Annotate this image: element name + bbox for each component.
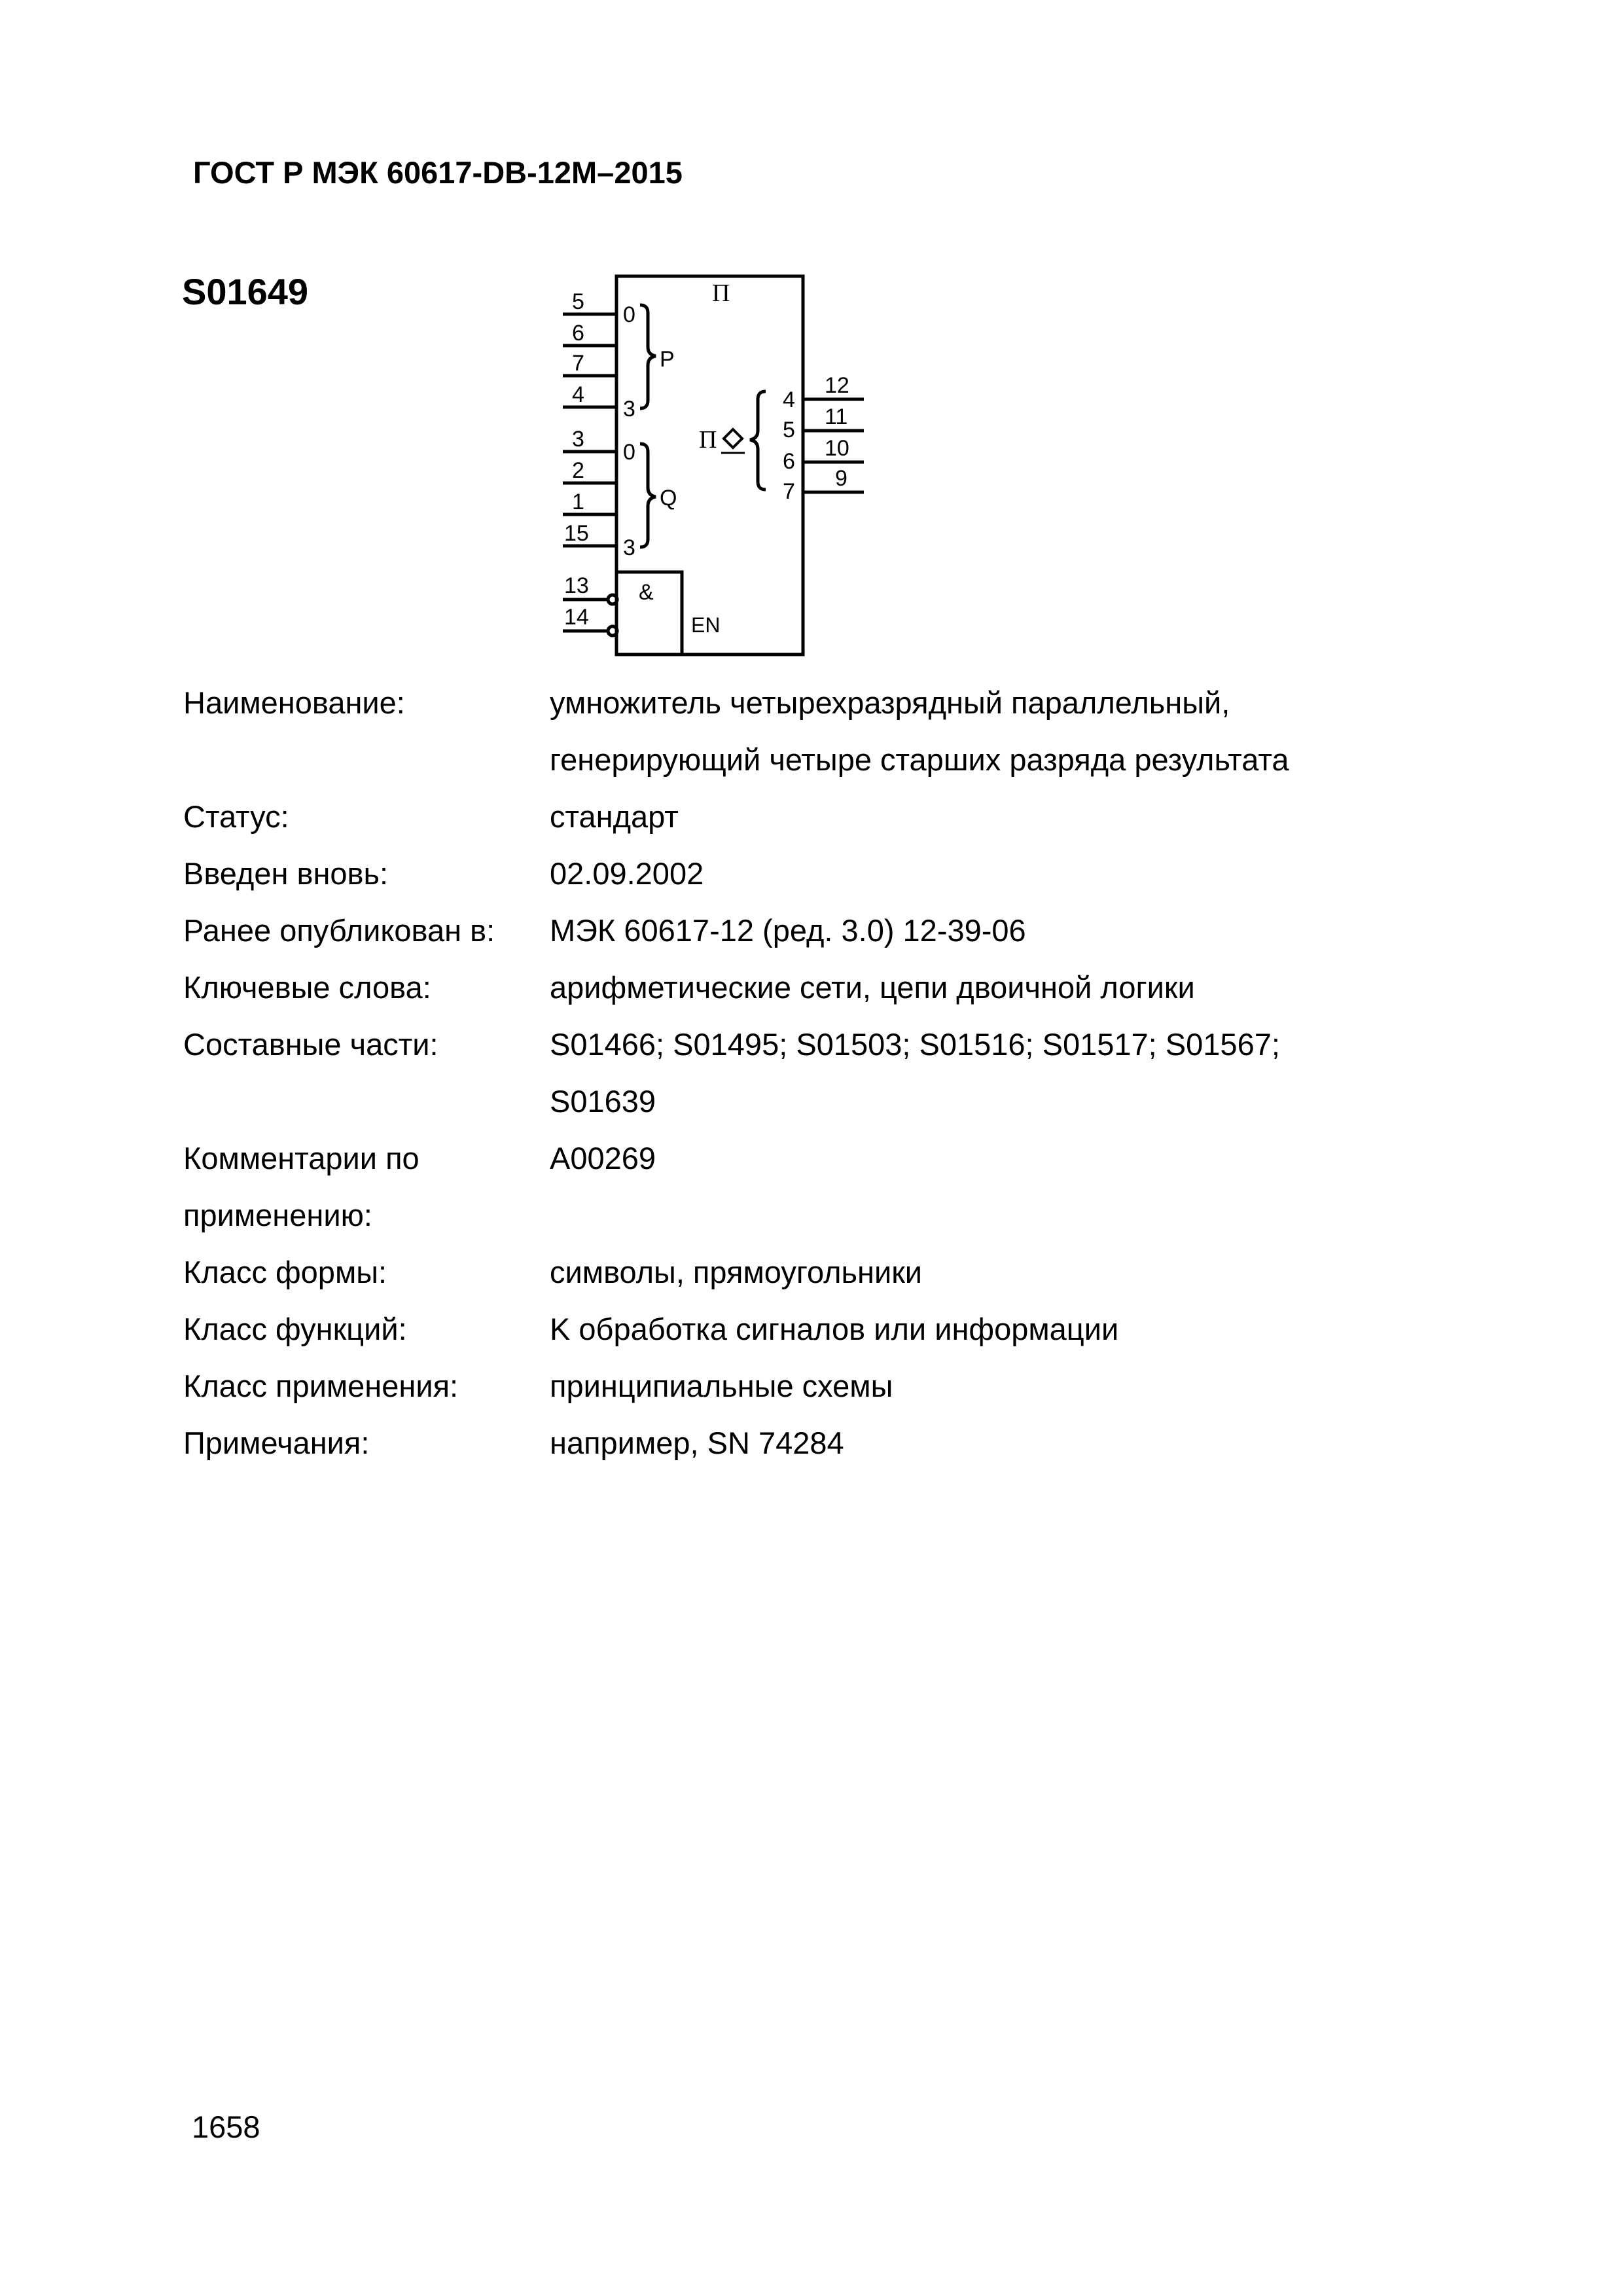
field-value: стандарт — [550, 799, 679, 834]
field-label: Составные части: — [183, 1027, 438, 1062]
pin-label: 7 — [572, 351, 584, 376]
field-value: S01466; S01495; S01503; S01516; S01517; S01567; S01639 — [550, 1027, 1280, 1119]
field-introduced — [183, 845, 1479, 902]
field-application-notes — [183, 1130, 1479, 1244]
group-name-q: Q — [660, 486, 677, 511]
pin-label: 4 — [572, 382, 584, 407]
range-end: 3 — [623, 535, 635, 560]
output-weight: 6 — [783, 449, 795, 474]
pin-label: 2 — [572, 458, 584, 483]
field-shape-class — [183, 1244, 1479, 1300]
negation-circle — [608, 626, 617, 636]
output-weight: 7 — [783, 479, 795, 504]
field-name — [183, 674, 1479, 788]
output-weight: 4 — [783, 387, 795, 412]
pin-label: 11 — [825, 404, 848, 429]
symbol-id: S01649 — [182, 271, 309, 312]
field-label: Ранее опубликован в: — [183, 913, 495, 948]
output-weight: 5 — [783, 418, 795, 442]
range-end: 3 — [623, 397, 635, 422]
pin-label: 14 — [564, 605, 589, 630]
field-value: умножитель четырехразрядный параллельный, генерирующий четыре старших разряда результата — [550, 685, 1289, 777]
pin-label: 6 — [572, 321, 584, 346]
top-label: П — [712, 279, 730, 307]
field-value: принципиальные схемы — [550, 1369, 893, 1403]
field-application-class — [183, 1357, 1479, 1414]
pin-label: 9 — [835, 466, 847, 491]
brace-q — [640, 444, 656, 547]
logic-symbol-diagram — [550, 262, 890, 668]
field-value: A00269 — [550, 1141, 656, 1175]
page-header: ГОСТ Р МЭК 60617-DB-12M–2015 — [193, 155, 683, 190]
pin-label: 5 — [572, 289, 584, 314]
field-label: Наименование: — [183, 685, 405, 720]
field-components — [183, 1016, 1479, 1130]
output-label: П — [699, 426, 717, 454]
group-name-p: P — [660, 347, 675, 372]
field-label: Класс формы: — [183, 1255, 387, 1289]
pin-label: 1 — [572, 490, 584, 514]
field-previously-published — [183, 902, 1479, 959]
pin-label: 10 — [825, 436, 849, 461]
field-value: символы, прямоугольники — [550, 1255, 923, 1289]
field-label: Примечания: — [183, 1426, 370, 1460]
field-value: МЭК 60617-12 (ред. 3.0) 12-39-06 — [550, 913, 1026, 948]
field-notes — [183, 1414, 1479, 1471]
logic-symbol-svg — [550, 262, 890, 668]
field-value: 02.09.2002 — [550, 856, 704, 891]
field-value: K обработка сигналов или информации — [550, 1312, 1119, 1346]
pin-label: 12 — [825, 373, 849, 398]
field-value: например, SN 74284 — [550, 1426, 844, 1460]
brace-p — [640, 305, 656, 408]
range-start: 0 — [623, 440, 635, 465]
field-label: Класс функций: — [183, 1312, 407, 1346]
field-label: Статус: — [183, 799, 289, 834]
field-function-class — [183, 1300, 1479, 1357]
pin-label: 13 — [564, 573, 589, 598]
negation-circle — [608, 595, 617, 604]
field-keywords — [183, 959, 1479, 1016]
field-value: арифметические сети, цепи двоичной логики — [550, 970, 1195, 1005]
field-label: Комментарии по применению: — [183, 1141, 419, 1232]
page-number: 1658 — [192, 2109, 260, 2144]
pin-label: 3 — [572, 427, 584, 452]
field-status — [183, 788, 1479, 845]
diamond-icon — [724, 429, 742, 448]
brace-output — [750, 391, 766, 490]
attribute-table — [183, 674, 1479, 1471]
field-label: Класс применения: — [183, 1369, 459, 1403]
range-start: 0 — [623, 302, 635, 327]
field-label: Введен вновь: — [183, 856, 389, 891]
enable-label: EN — [691, 613, 721, 637]
pin-label: 15 — [564, 521, 589, 546]
field-label: Ключевые слова: — [183, 970, 431, 1005]
and-label: & — [639, 580, 654, 605]
